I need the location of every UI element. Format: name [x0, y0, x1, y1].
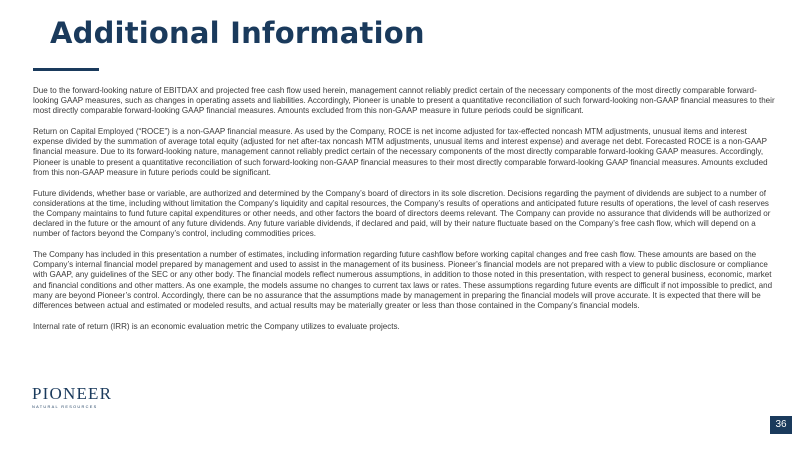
body-text	[33, 86, 775, 343]
title-underline	[33, 68, 99, 71]
paragraph-estimates: The Company has included in this presentation a number of estimates, including information regarding future cashflow before working capital changes and free cash flow. These amounts are based on the Company’s internal financial model prepared by management and used to assist in the management of its business. Pioneer’s financial models are not prepared with a view to public disclosure or compliance with GAAP, any guidelines of the SEC or any other body. The financial models reflect numerous assumptions, in addition to those noted in this presentation, with respect to general business, economic, market and financial conditions and other matters. As one example, the models assume no changes to current tax laws or rates. These assumptions regarding future events are difficult if not impossible to predict, and many are beyond Pioneer’s control. Accordingly, there can be no assurance that the assumptions made by management in preparing the financial models will prove accurate. It is expected that there will be differences between actual and estimated or modeled results, and actual results may be materially greater or less than those contained in the Company’s financial models.	[33, 250, 773, 310]
logo-subtitle: NATURAL RESOURCES	[32, 404, 98, 409]
paragraph-non-gaap-ebitdax: Due to the forward-looking nature of EBITDAX and projected free cash flow used herein, management cannot reliably predict certain of the necessary components of the most directly comparable forward-looking GAAP measures, such as changes in operating assets and liabilities. Accordingly, Pioneer is unable to present a quantitative reconciliation of such forward-looking non-GAAP financial measures to their most directly comparable forward-looking GAAP financial measures. Amounts excluded from this non-GAAP measure in future periods could be significant.	[33, 86, 775, 116]
paragraph-irr: Internal rate of return (IRR) is an economic evaluation metric the Company utilizes to evaluate projects.	[33, 321, 400, 331]
paragraph-dividends: Future dividends, whether base or variable, are authorized and determined by the Company’s board of directors in its sole discretion. Decisions regarding the payment of dividends are subject to a number of considerations at the time, including without limitation the Company’s liquidity and capital resources, the Company’s results of operations and anticipated future results of operations, the level of cash reserves the Company maintains to fund future capital expenditures or other needs, and other factors the board of directors deems relevant. The Company can provide no assurance that dividends will be authorized or declared in the future or the amount of any future dividends. Any future variable dividends, if declared and paid, will by their nature fluctuate based on the Company’s free cash flow, which will depend on a number of factors beyond the Company’s control, including commodities prices.	[33, 188, 771, 239]
logo-wordmark: PIONEER	[32, 384, 113, 403]
paragraph-roce: Return on Capital Employed (“ROCE”) is a non-GAAP financial measure. As used by the Company, ROCE is net income adjusted for tax-effected noncash MTM adjustments, unusual items and interest expense divided by the summation of average total equity (adjusted for net after-tax noncash MTM adjustments, unusual items and interest expense) and average net debt. Forecasted ROCE is a non-GAAP financial measure. Due to its forward-looking nature, management cannot reliably predict certain of the necessary components of the most directly comparable forward-looking GAAP measures. Accordingly, Pioneer is unable to present a quantitative reconciliation of such forward-looking non-GAAP financial measures to their most directly comparable forward-looking GAAP financial measures. Amounts excluded from this non-GAAP measure in future periods could be significant.	[33, 127, 768, 177]
slide-title: Additional Information	[50, 16, 425, 50]
page-number-badge: 36	[770, 416, 792, 434]
pioneer-logo	[32, 384, 113, 409]
